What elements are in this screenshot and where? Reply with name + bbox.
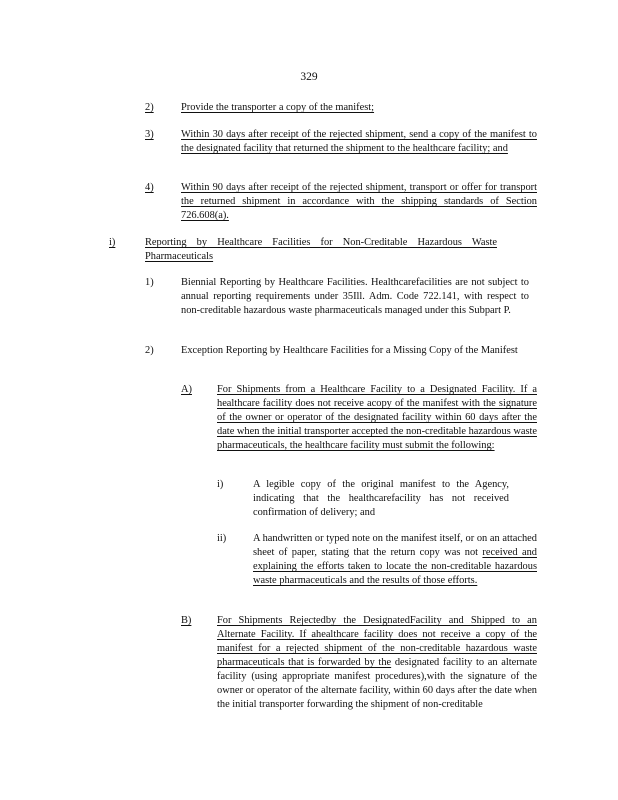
item-text: Provide the transporter a copy of the manifest; bbox=[181, 102, 375, 113]
item-heading: Exception Reporting by Healthcare Facilities for a Missing Copy of the Manifest bbox=[181, 345, 518, 356]
item-label: 1) bbox=[145, 277, 154, 288]
item-label: 2) bbox=[145, 345, 154, 356]
underlined-text: For Shipments Rejectedby the DesignatedFacility and Shipped to an Alternate Facility. If ahealthcare facility does not receive a copy of the manifest for a rejected shipment of the non-creditable hazardous waste pharmaceuticals that is forwarded by the bbox=[217, 615, 537, 668]
sub-sub-label: i) bbox=[217, 479, 224, 490]
sub-text bbox=[217, 614, 537, 712]
sub-sub-text: A legible copy of the original manifest to the Agency, indicating that the healthcarefacility has not received confirmation of delivery; and bbox=[253, 479, 509, 518]
plain-text: A handwritten or typed note on the manifest itself, or on an attached sheet of paper, stating that the return copy was not bbox=[253, 533, 537, 558]
item-text: Biennial Reporting by Healthcare Facilities. Healthcarefacilities are not subject to annual reporting requirements under 35Ill. Adm. Code 722.141, with respect to non-creditable hazardous waste pharmaceuticals managed under this Subpart P. bbox=[181, 277, 529, 316]
item-text: Within 30 days after receipt of the rejected shipment, send a copy of the manifest to the designated facility that returned the shipment to the healthcare facility; and bbox=[181, 129, 537, 154]
sub-sub-text bbox=[253, 532, 537, 588]
sub-text: For Shipments from a Healthcare Facility to a Designated Facility. If a healthcare facility does not receive acopy of the manifest with the signature of the owner or operator of the designated facility within 60 days after the date when the initial transporter accepted the non-creditable hazardous waste pharmaceuticals, the healthcare facility must submit the following: bbox=[217, 384, 537, 451]
section-heading-text: Reporting by Healthcare Facilities for Non-Creditable Hazardous Waste Pharmaceuticals bbox=[145, 237, 497, 262]
sub-label: A) bbox=[181, 384, 192, 395]
plain-text: designated facility to an alternate facility (using appropriate manifest procedures),with the signature of the owner or operator of the alternate facility, within 60 days after the date when the initial transporter forwarding the shipment of non-creditable bbox=[217, 657, 537, 710]
item-label: 4) bbox=[145, 182, 154, 193]
item-text: Within 90 days after receipt of the rejected shipment, transport or offer for transport the returned shipment in accordance with the shipping standards of Section 726.608(a). bbox=[181, 182, 537, 221]
item-label: 2) bbox=[145, 102, 154, 113]
sub-label: B) bbox=[181, 615, 192, 626]
underlined-text: received and explaining the efforts taken to locate the non-creditable hazardous waste pharmaceuticals and the results of those efforts. bbox=[253, 547, 537, 586]
section-label: i) bbox=[109, 237, 116, 248]
page-number: 329 bbox=[300, 71, 318, 83]
item-label: 3) bbox=[145, 129, 154, 140]
sub-sub-label: ii) bbox=[217, 533, 227, 544]
